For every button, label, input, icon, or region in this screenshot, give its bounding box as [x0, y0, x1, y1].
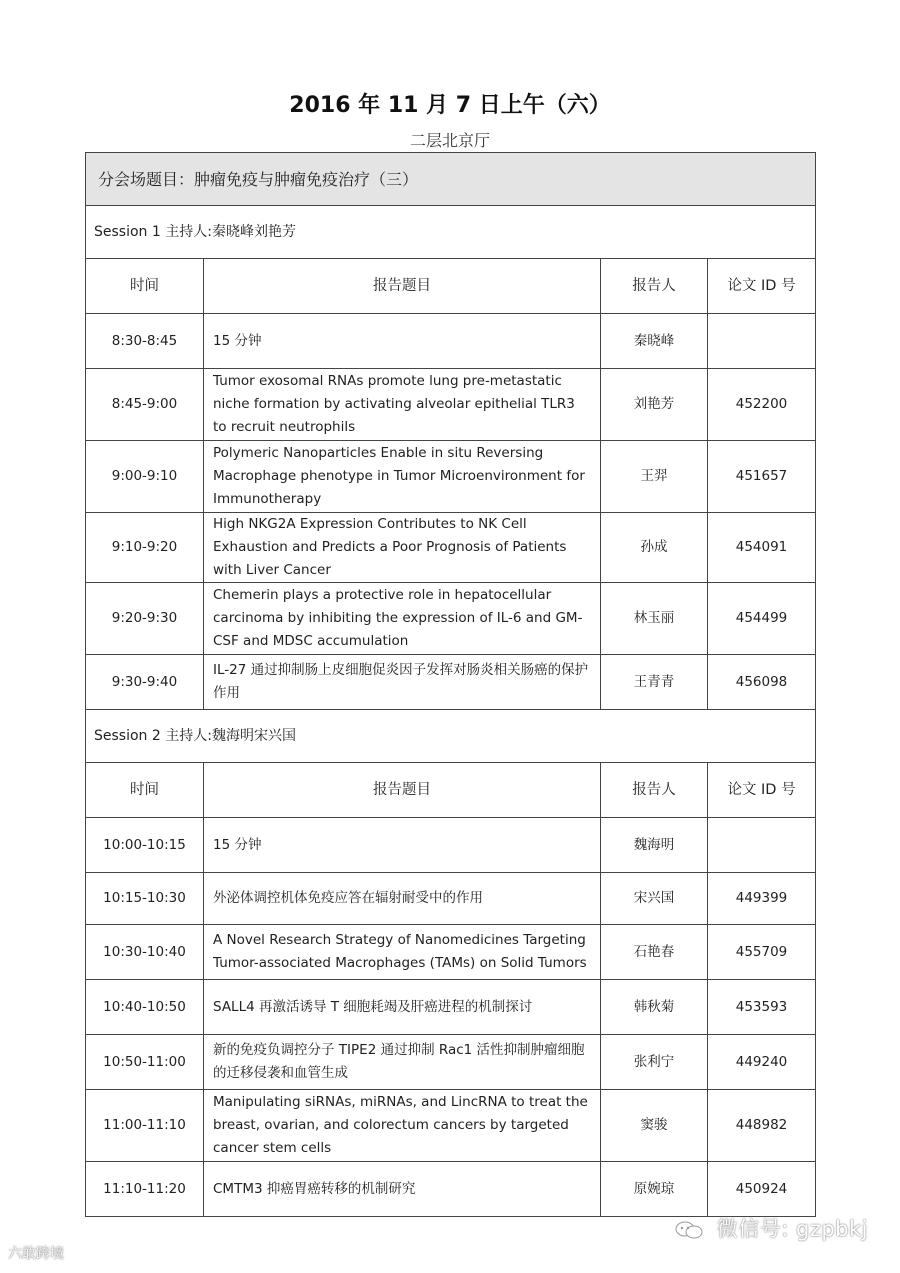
time-cell: 10:40-10:50 — [86, 980, 204, 1035]
title-cell: Chemerin plays a protective role in hepatocellular carcinoma by inhibiting the expression of IL-6 and GM-CSF and MDSC accumulation — [204, 583, 601, 655]
title-cell: Manipulating siRNAs, miRNAs, and LincRNA to treat the breast, ovarian, and colorectum cancers by targeted cancer stem cells — [204, 1090, 601, 1162]
paper-id-cell: 454091 — [708, 513, 816, 583]
col-header-paper-id: 论文 ID 号 — [708, 763, 816, 818]
venue-label: 二层北京厅 — [409, 131, 490, 150]
paper-id-cell: 455709 — [708, 925, 816, 980]
wechat-icon — [674, 1220, 704, 1240]
time-cell: 11:00-11:10 — [86, 1090, 204, 1162]
time-cell: 9:10-9:20 — [86, 513, 204, 583]
table-row — [86, 818, 816, 873]
session-row — [86, 206, 816, 259]
col-header-speaker: 报告人 — [601, 763, 708, 818]
title-cell: A Novel Research Strategy of Nanomedicines Targeting Tumor-associated Macrophages (TAMs) on Solid Tumors — [204, 925, 601, 980]
title-cell: 外泌体调控机体免疫应答在辐射耐受中的作用 — [204, 873, 601, 925]
page-title: 2016 年 11 月 7 日上午（六） — [289, 93, 611, 118]
title-cell: 15 分钟 — [204, 314, 601, 369]
title-cell: CMTM3 抑癌胃癌转移的机制研究 — [204, 1162, 601, 1217]
time-cell: 10:50-11:00 — [86, 1035, 204, 1090]
table-row — [86, 925, 816, 980]
title-cell: Tumor exosomal RNAs promote lung pre-metastatic niche formation by activating alveolar epithelial TLR3 to recruit neutrophils — [204, 369, 601, 441]
time-cell: 10:00-10:15 — [86, 818, 204, 873]
watermark-left-text: 六敢跨境 — [8, 1246, 64, 1262]
paper-id-cell: 451657 — [708, 441, 816, 513]
table-row — [86, 1035, 816, 1090]
watermark-right — [674, 1213, 868, 1243]
speaker-cell: 窦骏 — [601, 1090, 708, 1162]
time-cell: 11:10-11:20 — [86, 1162, 204, 1217]
speaker-cell: 秦晓峰 — [601, 314, 708, 369]
session-row — [86, 710, 816, 763]
schedule-table — [85, 152, 816, 1217]
topic-row — [86, 153, 816, 206]
time-cell: 9:00-9:10 — [86, 441, 204, 513]
time-cell: 10:15-10:30 — [86, 873, 204, 925]
title-cell: High NKG2A Expression Contributes to NK Cell Exhaustion and Predicts a Poor Prognosis of Patients with Liver Cancer — [204, 513, 601, 583]
time-cell: 9:30-9:40 — [86, 655, 204, 710]
title-cell: 新的免疫负调控分子 TIPE2 通过抑制 Rac1 活性抑制肿瘤细胞的迁移侵袭和血管生成 — [204, 1035, 601, 1090]
speaker-cell: 韩秋菊 — [601, 980, 708, 1035]
table-row — [86, 369, 816, 441]
table-row — [86, 441, 816, 513]
watermark-left — [8, 1243, 64, 1263]
speaker-cell: 林玉丽 — [601, 583, 708, 655]
table-row — [86, 1090, 816, 1162]
speaker-cell: 孙成 — [601, 513, 708, 583]
speaker-cell: 王羿 — [601, 441, 708, 513]
paper-id-cell: 448982 — [708, 1090, 816, 1162]
time-cell: 8:45-9:00 — [86, 369, 204, 441]
col-header-title: 报告题目 — [204, 763, 601, 818]
title-cell: 15 分钟 — [204, 818, 601, 873]
col-header-paper-id: 论文 ID 号 — [708, 259, 816, 314]
time-cell: 8:30-8:45 — [86, 314, 204, 369]
speaker-cell: 魏海明 — [601, 818, 708, 873]
paper-id-cell: 452200 — [708, 369, 816, 441]
title-cell: SALL4 再激活诱导 T 细胞耗竭及肝癌进程的机制探讨 — [204, 980, 601, 1035]
speaker-cell: 石艳春 — [601, 925, 708, 980]
paper-id-cell — [708, 314, 816, 369]
col-header-time: 时间 — [86, 259, 204, 314]
watermark-right-text: 微信号: gzpbkj — [716, 1217, 868, 1241]
table-row — [86, 655, 816, 710]
speaker-cell: 王青青 — [601, 655, 708, 710]
time-cell: 9:20-9:30 — [86, 583, 204, 655]
speaker-cell: 刘艳芳 — [601, 369, 708, 441]
time-cell: 10:30-10:40 — [86, 925, 204, 980]
paper-id-cell: 454499 — [708, 583, 816, 655]
title-cell: IL-27 通过抑制肠上皮细胞促炎因子发挥对肠炎相关肠癌的保护作用 — [204, 655, 601, 710]
title-cell: Polymeric Nanoparticles Enable in situ Reversing Macrophage phenotype in Tumor Microenvironment for Immunotherapy — [204, 441, 601, 513]
column-header-row — [86, 259, 816, 314]
table-row — [86, 583, 816, 655]
paper-id-cell: 456098 — [708, 655, 816, 710]
session-label: Session 2 主持人:魏海明宋兴国 — [86, 710, 816, 763]
speaker-cell: 原婉琼 — [601, 1162, 708, 1217]
col-header-time: 时间 — [86, 763, 204, 818]
speaker-cell: 宋兴国 — [601, 873, 708, 925]
speaker-cell: 张利宁 — [601, 1035, 708, 1090]
col-header-title: 报告题目 — [204, 259, 601, 314]
session-label: Session 1 主持人:秦晓峰刘艳芳 — [86, 206, 816, 259]
paper-id-cell — [708, 818, 816, 873]
table-row — [86, 1162, 816, 1217]
table-row — [86, 980, 816, 1035]
paper-id-cell: 449399 — [708, 873, 816, 925]
col-header-speaker: 报告人 — [601, 259, 708, 314]
paper-id-cell: 450924 — [708, 1162, 816, 1217]
table-row — [86, 513, 816, 583]
column-header-row — [86, 763, 816, 818]
paper-id-cell: 453593 — [708, 980, 816, 1035]
table-row — [86, 873, 816, 925]
topic-title: 分会场题目：肿瘤免疫与肿瘤免疫治疗（三） — [86, 153, 816, 206]
paper-id-cell: 449240 — [708, 1035, 816, 1090]
table-row — [86, 314, 816, 369]
